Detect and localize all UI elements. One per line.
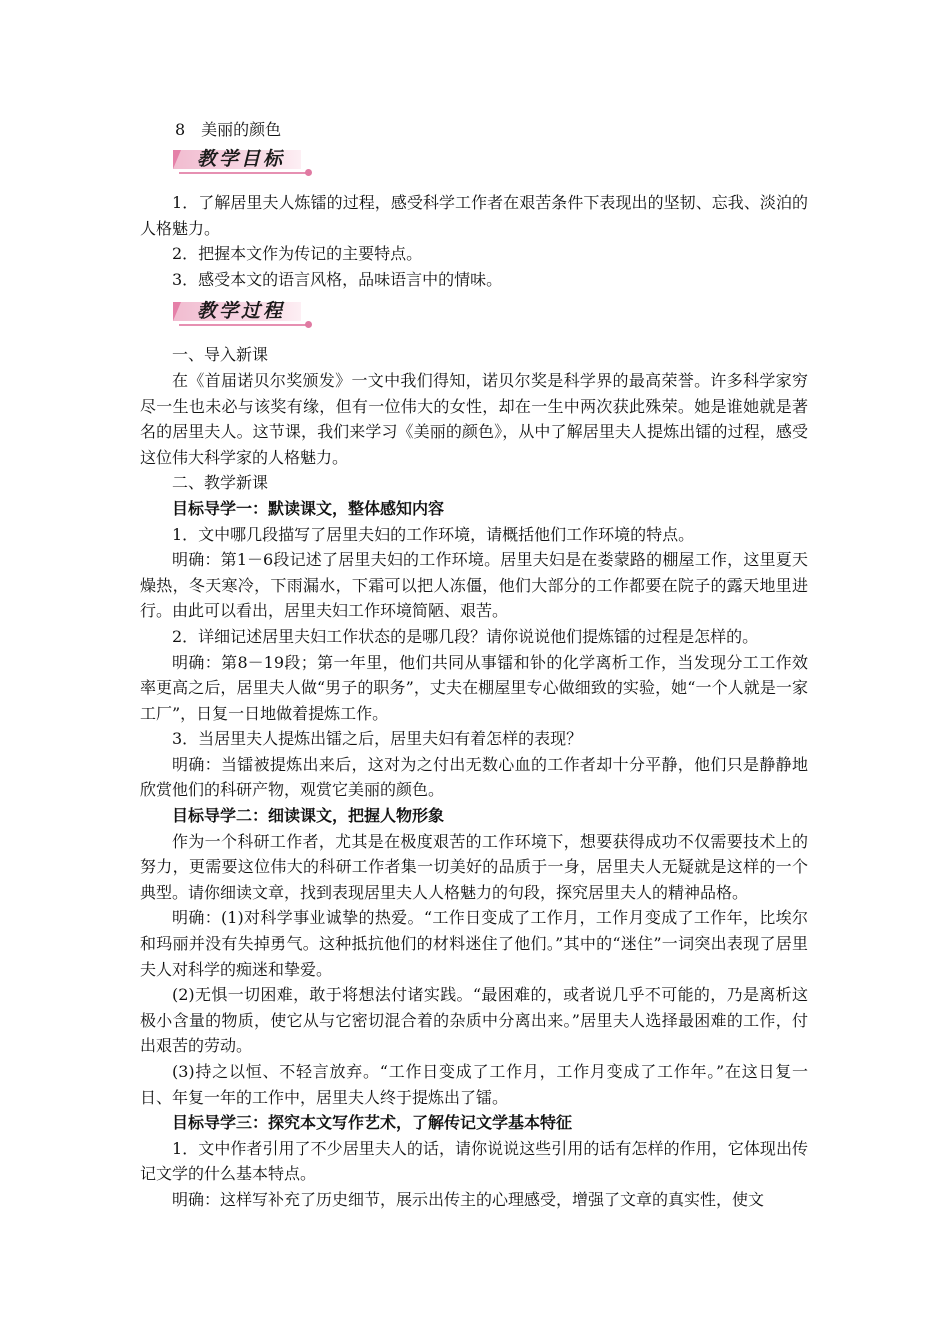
goal-item: 1．了解居里夫人炼镭的过程，感受科学工作者在艰苦条件下表现出的坚韧、忘我、淡泊的人格魅力。 (140, 193, 808, 238)
body-paragraph: 一、导入新课 (172, 345, 269, 365)
body-paragraph: 明确：第1－6段记述了居里夫妇的工作环境。居里夫妇是在娄蒙路的棚屋工作，这里夏天燥热，冬天寒冷，下雨漏水，下霜可以把人冻僵，他们大部分的工作都要在院子的露天地里进行。由此可以看出，居里夫妇工作环境简陋、艰苦。 (140, 550, 808, 621)
body-paragraph: 明确：当镭被提炼出来后，这对为之付出无数心血的工作者却十分平静，他们只是静静地欣赏他们的科研产物，观赏它美丽的颜色。 (140, 754, 808, 800)
body-paragraph: 1．文中哪几段描写了居里夫妇的工作环境，请概括他们工作环境的特点。 (172, 524, 695, 544)
body-paragraph: 二、教学新课 (172, 473, 269, 493)
banner-dot-icon (305, 321, 312, 328)
section-heading-goals: 教学目标 (197, 148, 286, 170)
goal-item: 2．把握本文作为传记的主要特点。 (172, 244, 423, 264)
body-paragraph: 3．当居里夫人提炼出镭之后，居里夫妇有着怎样的表现？ (172, 729, 583, 749)
section-banner-process (173, 294, 323, 328)
lesson-title: 8 美丽的颜色 (175, 120, 282, 139)
section-subheading: 目标导学二：细读课文，把握人物形象 (172, 806, 445, 826)
banner-dot-icon (305, 169, 312, 176)
section-heading-process: 教学过程 (197, 300, 286, 323)
body-paragraph: 2．详细记述居里夫妇工作状态的是哪几段？请你说说他们提炼镭的过程是怎样的。 (172, 626, 759, 646)
goals-list (140, 190, 808, 292)
process-body (140, 342, 808, 1212)
section-subheading: 目标导学三：探究本文写作艺术，了解传记文学基本特征 (172, 1113, 573, 1133)
body-paragraph: 在《首届诺贝尔奖颁发》一文中我们得知，诺贝尔奖是科学界的最高荣誉。许多科学家穷尽一生也未必与该奖有缘，但有一位伟大的女性，却在一生中两次获此殊荣。她是谁她就是著名的居里夫人。这节课，我们来学习《美丽的颜色》，从中了解居里夫人提炼出镭的过程，感受这位伟大科学家的人格魅力。 (140, 370, 808, 467)
body-paragraph: (3)持之以恒、不轻言放弃。“工作日变成了工作月，工作月变成了工作年。”在这日复一日、年复一年的工作中，居里夫人终于提炼出了镭。 (140, 1062, 808, 1107)
section-banner-goals (173, 142, 323, 176)
body-paragraph: 明确：(1)对科学事业诚挚的热爱。“工作日变成了工作月，工作月变成了工作年，比埃尔和玛丽并没有失掉勇气。这种抵抗他们的材料迷住了他们。”其中的“迷住”一词突出表现了居里夫人对科学的痴迷和挚爱。 (140, 908, 808, 979)
body-paragraph: 明确：第8－19段；第一年里，他们共同从事镭和钋的化学离析工作，当发现分工工作效率更高之后，居里夫人做“男子的职务”，丈夫在棚屋里专心做细致的实验，她“一个人就是一家工厂”，日复一日地做着提炼工作。 (140, 652, 808, 723)
body-paragraph: 作为一个科研工作者，尤其是在极度艰苦的工作环境下，想要获得成功不仅需要技术上的努力，更需要这位伟大的科研工作者集一切美好的品质于一身，居里夫人无疑就是这样的一个典型。请你细读文章，找到表现居里夫人人格魅力的句段，探究居里夫人的精神品格。 (140, 831, 808, 902)
body-paragraph: 明确：这样写补充了历史细节，展示出传主的心理感受，增强了文章的真实性，使文 (172, 1189, 765, 1209)
goal-item: 3．感受本文的语言风格，品味语言中的情味。 (172, 269, 503, 289)
document-page (140, 118, 808, 1213)
body-paragraph: 1．文中作者引用了不少居里夫人的话，请你说说这些引用的话有怎样的作用，它体现出传记文学的什么基本特点。 (140, 1138, 808, 1184)
body-paragraph: (2)无惧一切困难，敢于将想法付诸实践。“最困难的，或者说几乎不可能的，乃是离析这极小含量的物质，使它从与它密切混合着的杂质中分离出来。”居里夫人选择最困难的工作，付出艰苦的劳动。 (140, 985, 808, 1056)
section-subheading: 目标导学一：默读课文，整体感知内容 (172, 498, 445, 518)
